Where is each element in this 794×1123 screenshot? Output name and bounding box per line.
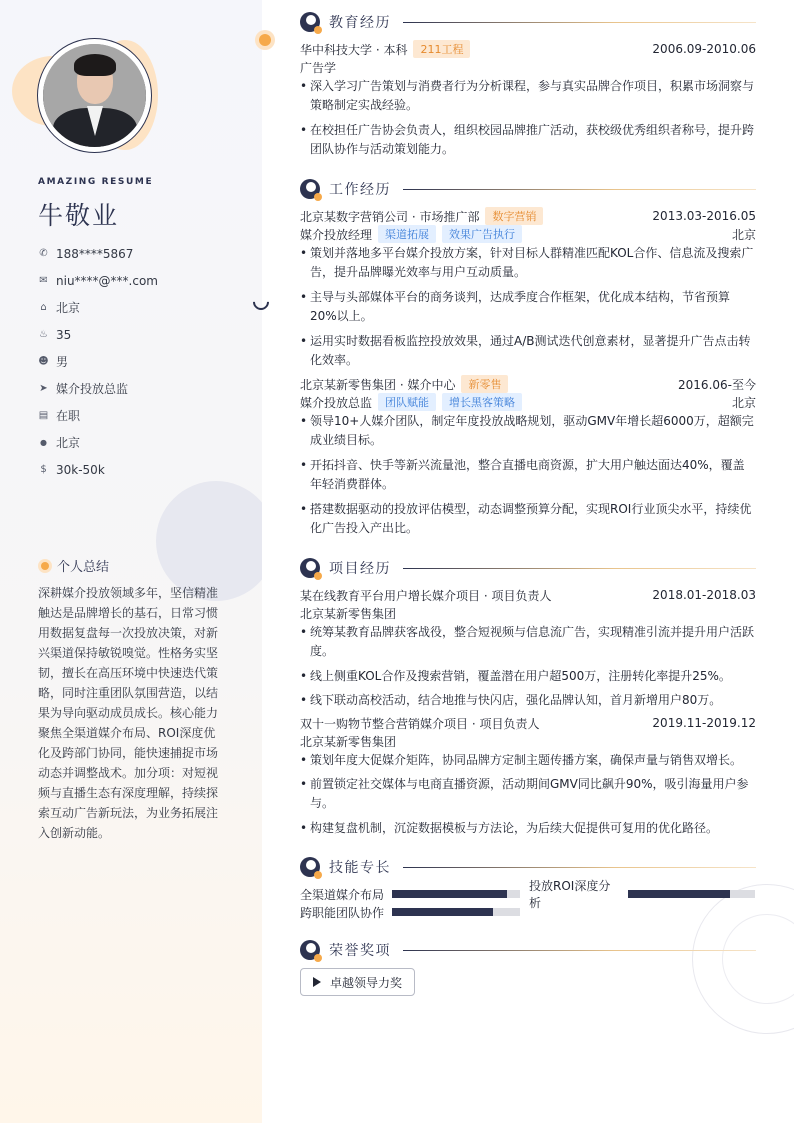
sidebar xyxy=(0,0,262,1123)
job-period: 2013.03-2016.05 xyxy=(652,209,756,223)
project-org: 北京某新零售集团 xyxy=(300,606,397,621)
skill-bar xyxy=(392,890,520,898)
skill-item xyxy=(300,904,520,920)
section-projects-heading xyxy=(300,558,756,578)
decorative-dot xyxy=(255,30,275,50)
divider xyxy=(403,867,756,868)
skill-name: 全渠道媒介布局 xyxy=(300,887,385,902)
tagline: AMAZING RESUME xyxy=(38,177,154,187)
section-skills-heading xyxy=(300,857,756,877)
project-header xyxy=(300,714,756,732)
info-value: 男 xyxy=(56,355,69,369)
list-item: • 统筹某教育品牌获客战役，整合短视频与信息流广告，实现精准引流并提升用户活跃度。 xyxy=(300,623,756,661)
info-value: 北京 xyxy=(56,301,81,315)
project-period: 2018.01-2018.03 xyxy=(652,588,756,602)
info-location xyxy=(38,429,158,456)
avatar-frame xyxy=(37,38,152,153)
skill-tag: 效果广告执行 xyxy=(442,225,522,243)
section-icon xyxy=(300,857,320,877)
skill-item xyxy=(300,886,520,902)
info-status xyxy=(38,402,158,429)
list-item: • 开拓抖音、快手等新兴流量池，整合直播电商资源，扩大用户触达面达40%，覆盖年轻消费群体。 xyxy=(300,456,756,494)
skill-bar-fill xyxy=(628,890,730,898)
job-role-row xyxy=(300,393,756,411)
cake-icon: ♨ xyxy=(39,329,48,340)
info-age xyxy=(38,321,158,348)
section-title: 教育经历 xyxy=(329,15,391,31)
phone-icon: ✆ xyxy=(39,248,48,259)
school-tag: 211工程 xyxy=(413,40,470,58)
skill-tag: 增长黑客策略 xyxy=(442,393,522,411)
project-org-row xyxy=(300,604,756,622)
project-name: 某在线教育平台用户增长媒介项目 · 项目负责人 xyxy=(300,588,552,603)
info-phone xyxy=(38,240,158,267)
list-item: • 构建复盘机制，沉淀数据模板与方法论，为后续大促提供可复用的优化路径。 xyxy=(300,819,756,838)
list-item: • 前置锁定社交媒体与电商直播资源，活动期间GMV同比飙升90%，吸引海量用户参与。 xyxy=(300,775,756,813)
project-org: 北京某新零售集团 xyxy=(300,734,397,749)
section-awards-heading xyxy=(300,940,756,960)
job-city: 北京 xyxy=(731,395,756,410)
divider xyxy=(403,568,756,569)
section-title: 工作经历 xyxy=(329,182,391,198)
list-item: • 深入学习广告策划与消费者行为分析课程，参与真实品牌合作项目，积累市场洞察与策略制定实战经验。 xyxy=(300,77,756,115)
skill-name: 跨职能团队协作 xyxy=(300,905,385,920)
section-title: 技能专长 xyxy=(329,860,391,876)
skill-name: 投放ROI深度分析 xyxy=(529,879,611,910)
skill-bar-fill xyxy=(392,908,493,916)
company: 北京某数字营销公司 · 市场推广部 xyxy=(300,209,480,224)
summary-text: 深耕媒介投放领域多年，坚信精准触达是品牌增长的基石，日常习惯用数据复盘每一次投放决策，对新兴渠道保持敏锐嗅觉。性格务实坚韧，擅长在高压环境中快速迭代策略，同时注重团队氛围营造，以结果为导向驱动成员成长。核心能力聚焦全渠道媒介布局、ROI深度优化及跨部门协同，能快速捕捉市场动态并调整战术。加分项：对短视频与直播生态有深度理解，持续探索互动广告新玩法，为业务拓展注入创新动能。 xyxy=(38,586,219,840)
briefcase-icon: ▤ xyxy=(38,410,49,421)
info-value: 30k-50k xyxy=(56,462,105,477)
send-icon: ➤ xyxy=(39,383,48,394)
section-icon xyxy=(300,940,320,960)
home-icon: ⌂ xyxy=(40,302,47,313)
job-role: 媒介投放总监 xyxy=(300,395,373,410)
school-name: 华中科技大学 · 本科 xyxy=(300,42,408,57)
section-title: 项目经历 xyxy=(329,561,391,577)
list-item: • 领导10+人媒介团队，制定年度投放战略规划，驱动GMV年增长超6000万，超额完成业绩目标。 xyxy=(300,412,756,450)
project-period: 2019.11-2019.12 xyxy=(652,716,756,730)
section-education-heading xyxy=(300,12,756,32)
job-role: 媒介投放经理 xyxy=(300,227,373,242)
skill-item xyxy=(529,879,755,910)
job-city: 北京 xyxy=(731,227,756,242)
info-position xyxy=(38,375,158,402)
company-tag: 新零售 xyxy=(461,375,508,393)
education-row xyxy=(300,40,756,58)
mail-icon: ✉ xyxy=(39,275,48,286)
divider xyxy=(403,22,756,23)
contact-info-list xyxy=(38,240,158,483)
section-icon xyxy=(300,12,320,32)
project-name: 双十一购物节整合营销媒介项目 · 项目负责人 xyxy=(300,716,540,731)
project-header xyxy=(300,586,756,604)
skill-tag: 团队赋能 xyxy=(378,393,436,411)
list-item: • 主导与头部媒体平台的商务谈判，达成季度合作框架，优化成本结构，节省预算20%以上。 xyxy=(300,288,756,326)
list-item: • 线上侧重KOL合作及搜索营销，覆盖潜在用户超500万，注册转化率提升25%。 xyxy=(300,667,756,686)
award-badge xyxy=(300,968,415,996)
project-org-row xyxy=(300,732,756,750)
info-value: 188****5867 xyxy=(56,246,134,261)
section-work-heading xyxy=(300,179,756,199)
major: 广告学 xyxy=(300,60,337,75)
company-tag: 数字营销 xyxy=(485,207,543,225)
skill-bar xyxy=(392,908,520,916)
info-gender xyxy=(38,348,158,375)
list-item: • 线下联动高校活动，结合地推与快闪店，强化品牌认知，首月新增用户80万。 xyxy=(300,691,756,710)
section-icon xyxy=(300,179,320,199)
company: 北京某新零售集团 · 媒介中心 xyxy=(300,377,456,392)
location-icon: ● xyxy=(40,438,47,447)
skill-tag: 渠道拓展 xyxy=(378,225,436,243)
award-name: 卓越领导力奖 xyxy=(330,975,403,990)
summary-title: 个人总结 xyxy=(57,560,110,575)
major-row xyxy=(300,58,756,76)
candidate-name: 牛敬业 xyxy=(38,201,120,230)
job-role-row xyxy=(300,225,756,243)
play-icon xyxy=(313,977,321,987)
info-value: 北京 xyxy=(56,436,81,450)
info-email xyxy=(38,267,158,294)
skill-bar-fill xyxy=(392,890,507,898)
job-period: 2016.06-至今 xyxy=(678,377,756,392)
list-item: • 策划年度大促媒介矩阵，协同品牌方定制主题传播方案，确保声量与销售双增长。 xyxy=(300,751,756,770)
info-value: 媒介投放总监 xyxy=(56,382,129,396)
avatar xyxy=(43,44,146,147)
list-item: • 在校担任广告协会负责人，组织校园品牌推广活动，获校级优秀组织者称号，提升跨团队协作与活动策划能力。 xyxy=(300,121,756,159)
education-period: 2006.09-2010.06 xyxy=(652,42,756,56)
divider xyxy=(403,189,756,190)
job-header xyxy=(300,207,756,225)
section-icon xyxy=(300,558,320,578)
info-value: 35 xyxy=(56,327,72,342)
info-value: 在职 xyxy=(56,409,81,423)
section-title: 荣誉奖项 xyxy=(329,943,391,959)
skill-bar xyxy=(628,890,755,898)
info-hometown xyxy=(38,294,158,321)
list-item: • 策划并落地多平台媒介投放方案，针对目标人群精准匹配KOL合作、信息流及搜索广告，提升品牌曝光效率与用户互动质量。 xyxy=(300,244,756,282)
job-header xyxy=(300,375,756,393)
salary-icon: $ xyxy=(40,464,47,475)
gender-icon: ☻ xyxy=(38,356,49,367)
list-item: • 搭建数据驱动的投放评估模型，动态调整预算分配，实现ROI行业顶尖水平，持续优化广告投入产出比。 xyxy=(300,500,756,538)
summary-heading xyxy=(38,556,109,575)
info-value: niu****@***.com xyxy=(56,273,158,288)
info-salary xyxy=(38,456,158,483)
bullet-dot-icon xyxy=(38,559,52,573)
list-item: • 运用实时数据看板监控投放效果，通过A/B测试迭代创意素材，显著提升广告点击转化效率。 xyxy=(300,332,756,370)
divider xyxy=(403,950,756,951)
